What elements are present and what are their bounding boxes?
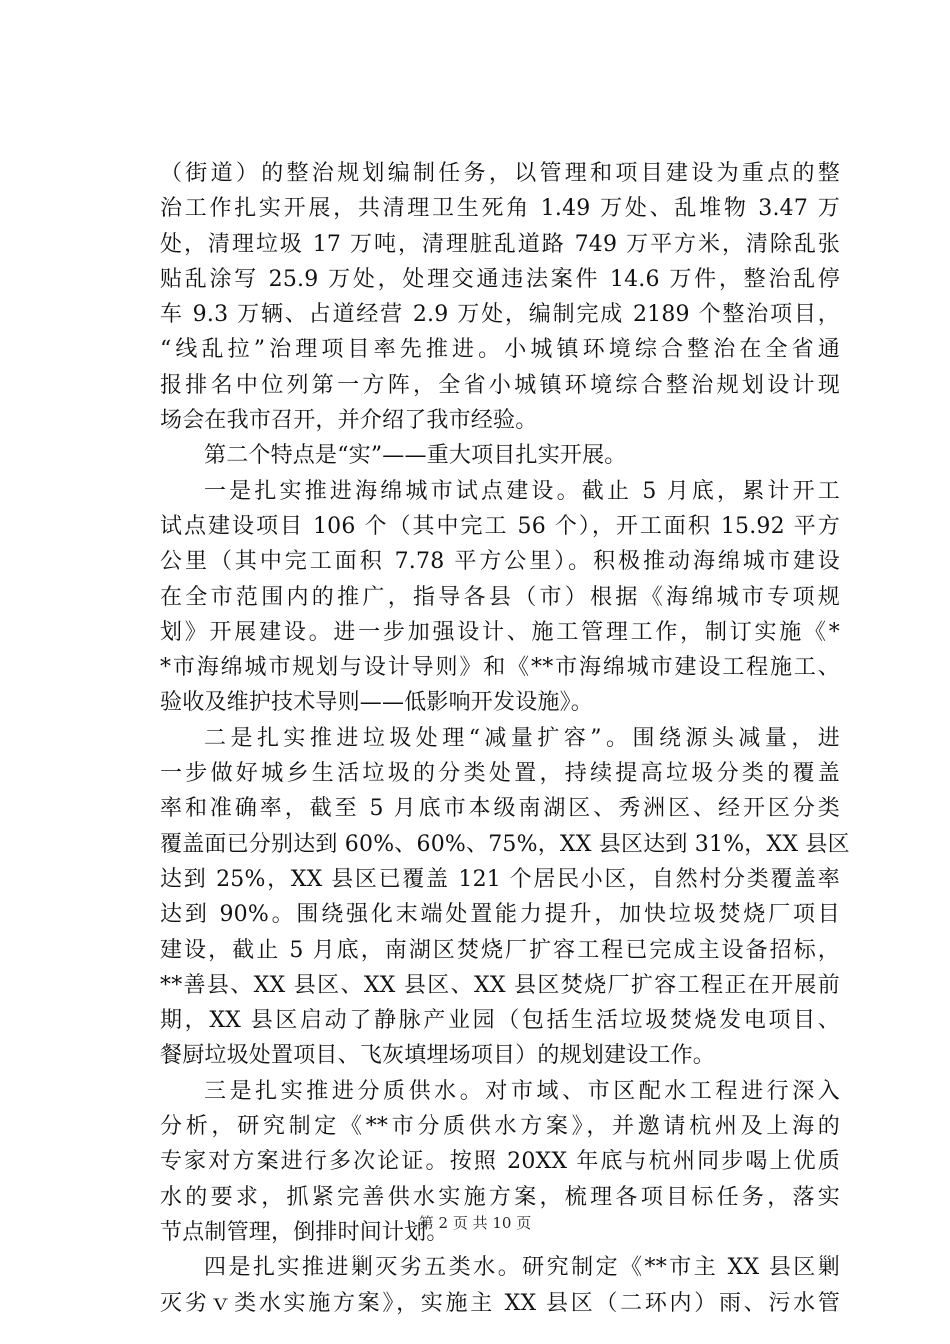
text-line: “线乱拉”治理项目率先推进。小城镇环境综合整治在全省通 [160, 337, 840, 363]
text-line: 节点制管理，倒排时间计划。 [160, 1219, 449, 1245]
paragraph [160, 156, 840, 438]
text-line: 验收及维护技术导则——低影响开发设施》。 [160, 690, 594, 716]
text-line: 划》开展建设。进一步加强设计、施工管理工作，制订实施《* [160, 619, 840, 645]
text-line: 达到 90%。围绕强化末端处置能力提升，加快垃圾焚烧厂项目 [160, 902, 840, 928]
page-footer: 第 2 页 共 10 页 [418, 1214, 532, 1232]
text-line: 一是扎实推进海绵城市试点建设。截止 5 月底，累计开工 [204, 478, 840, 504]
text-line: （街道）的整治规划编制任务，以管理和项目建设为重点的整 [160, 161, 840, 186]
paragraph [160, 438, 840, 473]
text-line: 一步做好城乡生活垃圾的分类处置，持续提高垃圾分类的覆盖 [160, 761, 840, 787]
text-line: 灭劣ｖ类水实施方案》，实施主 XX 县区（二环内）雨、污水管 [160, 1290, 840, 1316]
text-line: 贴乱涂写 25.9 万处，处理交通违法案件 14.6 万件，整治乱停 [160, 266, 840, 292]
text-line: 二是扎实推进垃圾处理“减量扩容”。围绕源头减量，进 [204, 725, 840, 751]
text-line: 治工作扎实开展，共清理卫生死角 1.49 万处、乱堆物 3.47 万 [160, 196, 840, 222]
text-line: **善县、XX 县区、XX 县区、XX 县区焚烧厂扩容工程正在开展前 [160, 972, 840, 998]
text-line: 场会在我市召开，并介绍了我市经验。 [160, 408, 538, 434]
paragraph [160, 474, 840, 721]
text-line: 专家对方案进行多次论证。按照 20XX 年底与杭州同步喝上优质 [160, 1149, 840, 1175]
text-line: 三是扎实推进分质供水。对市域、市区配水工程进行深入 [204, 1078, 840, 1104]
paragraph [160, 1250, 840, 1321]
text-line: 分析，研究制定《**市分质供水方案》，并邀请杭州及上海的 [160, 1114, 840, 1140]
text-line: 处，清理垃圾 17 万吨，清理脏乱道路 749 万平方米，清除乱张 [160, 231, 840, 257]
text-line: 达到 25%，XX 县区已覆盖 121 个居民小区，自然村分类覆盖率 [160, 866, 840, 892]
text-line: 餐厨垃圾处置项目、飞灰填埋场项目）的规划建设工作。 [160, 1043, 716, 1069]
text-line: 公里（其中完工面积 7.78 平方公里）。积极推动海绵城市建设 [160, 549, 840, 575]
text-line: 四是扎实推进剿灭劣五类水。研究制定《**市主 XX 县区剿 [204, 1255, 840, 1281]
text-line: 建设，截止 5 月底，南湖区焚烧厂扩容工程已完成主设备招标， [160, 937, 840, 963]
text-line: 报排名中位列第一方阵，全省小城镇环境综合整治规划设计现 [160, 372, 840, 398]
text-line: 第二个特点是“实”——重大项目扎实开展。 [204, 443, 627, 469]
paragraph [160, 721, 850, 1074]
text-line: 期，XX 县区启动了静脉产业园（包括生活垃圾焚烧发电项目、 [160, 1008, 840, 1034]
text-line: 覆盖面已分别达到 60%、60%、75%，XX 县区达到 31%，XX 县区 [160, 831, 850, 857]
text-line: 水的要求，抓紧完善供水实施方案，梳理各项目标任务，落实 [160, 1184, 840, 1210]
text-line: 在全市范围内的推广，指导各县（市）根据《海绵城市专项规 [160, 584, 840, 610]
document-body [160, 156, 850, 1321]
text-line: 试点建设项目 106 个（其中完工 56 个），开工面积 15.92 平方 [160, 513, 840, 539]
text-line: 车 9.3 万辆、占道经营 2.9 万处，编制完成 2189 个整治项目， [160, 302, 840, 328]
text-line: 率和准确率，截至 5 月底市本级南湖区、秀洲区、经开区分类 [160, 796, 840, 822]
text-line: *市海绵城市规划与设计导则》和《**市海绵城市建设工程施工、 [160, 655, 840, 681]
